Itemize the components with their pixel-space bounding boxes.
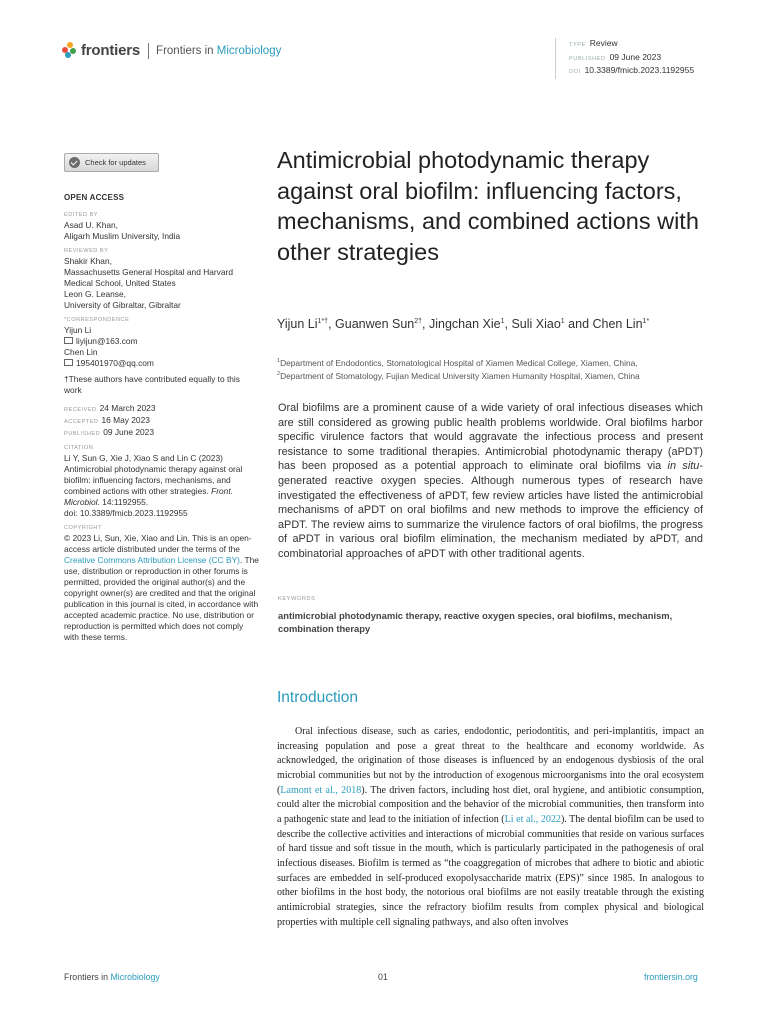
article-title: Antimicrobial photodynamic therapy against oral biofilm: influencing factors, mechanisms, and combined actions with other strategies — [277, 147, 699, 265]
keywords: antimicrobial photodynamic therapy, reactive oxygen species, oral biofilms, mechanism, combination therapy — [278, 610, 673, 634]
editor-affiliation: Aligarh Muslim University, India — [64, 231, 181, 241]
author-sup: 1 — [500, 318, 505, 325]
accepted-label: ACCEPTED — [64, 419, 99, 425]
abstract — [278, 401, 703, 562]
copyright — [64, 524, 259, 643]
footer-journal[interactable] — [64, 972, 160, 982]
published-label: PUBLISHED — [64, 431, 101, 437]
reviewed-by — [64, 247, 259, 311]
published-date: 09 June 2023 — [103, 427, 154, 437]
paragraph-text: ). The dental biofilm can be used to describe the collective activities and interactions of microbial communities that reside on various surfaces of hard tissue and soft tissue in the mouth, which is particularly participated in the pathogenesis of oral infectious diseases. Biofilm is termed as “the coaggregation of microbes that adhere to biotic and abiotic surfaces are embedded in self-produced exopolysaccharide matrix (EPS)” since 1985. In analogous to other biofilms in the host body, the notorious oral biofilms are not easily treatable through the existing antimicrobial strategies, since the refractory biofilm results from complex physical and biological properties with multiple cell signaling pathways, and also often involves — [277, 813, 704, 928]
author-sup: 1* — [642, 318, 650, 325]
reviewer-name: Shakir Khan, — [64, 256, 112, 266]
paragraph-text: Oral infectious disease, such as caries, endodontic, periodontitis, and peri-implantitis, impact an increasing population and pose a great threat to the healthcare and economy worldwide. As acknowledged, the origination of those diseases is influenced by an endogenous dysbiosis of the oral microbial communities but not by the introduction of exogenous microorganisms into the oral ecosystem ( — [277, 726, 704, 796]
site-link-text: frontiersin.org — [644, 972, 698, 982]
reviewer-affiliation: Massachusetts General Hospital and Harvard Medical School, United States — [64, 267, 233, 288]
author[interactable] — [429, 317, 504, 331]
published-value: 09 June 2023 — [609, 51, 662, 62]
footer-journal-prefix: Frontiers in — [64, 972, 108, 982]
reviewer-name: Leon G. Leanse, — [64, 289, 126, 299]
affiliation: Department of Endodontics, Stomatological Hospital of Xiamen Medical College, Xiamen, China, — [280, 357, 638, 368]
copyright-text-end: . The use, distribution or reproduction in other forums is permitted, provided the original author(s) and the copyright owner(s) are credited and that the original publication in this journal is cited, in accordance with accepted academic practice. No use, distribution or reproduction is permitted which does not comply with these terms. — [64, 555, 259, 642]
citation-label: CITATION — [64, 445, 94, 451]
doi-value[interactable]: 10.3389/fmicb.2023.1192955 — [584, 65, 695, 75]
license-link[interactable]: Creative Commons Attribution License (CC BY) — [64, 555, 240, 565]
accepted-date: 16 May 2023 — [101, 415, 150, 425]
check-updates-label: Check for updates — [85, 158, 146, 167]
correspondent-email-row[interactable] — [64, 336, 259, 347]
section-heading: Introduction — [277, 689, 358, 706]
introduction-paragraph — [277, 725, 704, 930]
frontiers-logo-icon — [62, 42, 77, 59]
envelope-icon — [64, 337, 73, 344]
paragraph-text: ). The driven factors, including host diet, oral hygiene, and antibiotic consumption, could alter the microbial composition and the behavior of the microbial communities, then transform into a pathogenic state and lead to the initiation of infection ( — [277, 784, 704, 825]
equal-contribution-note: †These authors have contributed equally to this work — [64, 374, 240, 395]
edited-by-label: EDITED BY — [64, 212, 99, 218]
keywords-label: KEYWORDS — [278, 596, 316, 602]
correspondence — [64, 316, 259, 369]
author-name: Chen Lin — [592, 317, 643, 332]
citation — [64, 444, 259, 519]
envelope-icon — [64, 359, 73, 366]
author-name: Guanwen Sun — [335, 317, 415, 332]
citation-link[interactable]: Lamont et al., 2018 — [280, 784, 362, 796]
abstract-text-end: -generated reactive oxygen species. Although numerous types of research have investigated the effectiveness of aPDT, few review articles have listed the antimicrobial mechanisms of aPDT on oral biofilms and new methods to improve the efficiency of aPDT. The review aims to summarize the virulence factors of oral biofilms, the progress of aPDT in various oral biofilm elimination, the mechanism mediated by aPDT, and combinatorial approaches of aPDT with other traditional agents. — [278, 460, 703, 560]
page-number: 01 — [378, 972, 388, 982]
type-label: TYPE — [569, 42, 586, 48]
affiliations: $^1$Department of Endodontics, Stomatological Hospital of Xiamen Medical College, Xiamen, China, $^2$Department of Stomatology, Fujian Medical University Xiamen Humanity Hospital, Xiamen, China — [277, 357, 640, 382]
journal-accent: Microbiology — [216, 44, 282, 57]
published-label: PUBLISHED — [569, 55, 606, 62]
author[interactable] — [511, 317, 564, 331]
editor-name: Asad U. Khan, — [64, 220, 119, 230]
author-name: Suli Xiao — [511, 317, 561, 332]
citation-text: Li Y, Sun G, Xie J, Xiao S and Lin C (2023) Antimicrobial photodynamic therapy against oral biofilm: influencing factors, mechanisms, and combined actions with other strategies. — [64, 453, 243, 496]
author-sup: 1 — [560, 318, 565, 325]
footer-journal-name: Microbiology — [110, 972, 160, 982]
correspondence-label: *CORRESPONDENCE — [64, 317, 130, 323]
check-updates-button[interactable] — [64, 153, 159, 172]
author-name: Yijun Li — [277, 317, 318, 332]
correspondent-email[interactable]: liyijun@163.com — [76, 336, 138, 346]
logo-text: frontiers — [81, 42, 141, 59]
check-icon — [69, 157, 80, 168]
copyright-text: © 2023 Li, Sun, Xie, Xiao and Lin. This is an open-access article distributed under the terms of the — [64, 533, 252, 554]
abstract-text: Oral biofilms are a prominent cause of a wide variety of oral infectious diseases which are still considered as growing public health problems worldwide. Oral biofilms harbor specific virulence factors that would aggravate the infectious process and present resistance to some traditional therapies. Antimicrobial photodynamic therapy (aPDT) has been proposed as a potential approach to eliminate oral biofilms via — [278, 402, 703, 473]
correspondent-name: Yijun Li — [64, 325, 92, 335]
citation-journal: Front. Microbiol. — [64, 486, 233, 507]
author-sup: 2† — [414, 318, 423, 325]
author[interactable] — [277, 317, 328, 331]
type-value: Review — [589, 38, 618, 48]
citation-doi[interactable]: doi: 10.3389/fmicb.2023.1192955 — [64, 508, 188, 518]
author-name: Jingchan Xie — [429, 317, 501, 332]
journal-name[interactable] — [156, 45, 281, 57]
copyright-label: COPYRIGHT — [64, 525, 102, 531]
article-meta — [555, 38, 694, 79]
edited-by — [64, 211, 259, 242]
correspondent-email-row[interactable] — [64, 358, 259, 369]
author[interactable] — [593, 317, 650, 331]
received-label: RECEIVED — [64, 407, 97, 413]
journal-prefix: Frontiers in — [156, 44, 214, 57]
citation-link[interactable]: Li et al., 2022 — [504, 813, 561, 825]
reviewed-by-label: REVIEWED BY — [64, 248, 109, 254]
author-sup: 1*† — [317, 318, 329, 325]
correspondent-name: Chen Lin — [64, 347, 98, 357]
open-access-label: OPEN ACCESS — [64, 193, 125, 202]
citation-volume: 14:1192955. — [99, 497, 149, 507]
received-date: 24 March 2023 — [99, 403, 156, 413]
dates — [64, 403, 259, 439]
doi-label: DOI — [569, 69, 581, 75]
logo-divider — [148, 43, 149, 59]
author-list: Yijun $Li^{1*\dagger}$, Guanwen Sun$^{2\dagger}$, Jingchan Xie$^1$, Suli Xiao$^1$ and Chen Lin$^{1*}$ — [277, 317, 650, 332]
frontiers-logo[interactable] — [62, 42, 281, 59]
article-sidebar — [64, 211, 259, 648]
affiliation: Department of Stomatology, Fujian Medical University Xiamen Humanity Hospital, Xiamen, China — [280, 371, 640, 382]
reviewer-affiliation: University of Gibraltar, Gibraltar — [64, 300, 181, 310]
correspondent-email[interactable]: 195401970@qq.com — [76, 358, 154, 368]
abstract-italic: in situ — [667, 460, 700, 473]
footer-site-link[interactable] — [644, 972, 698, 982]
author[interactable] — [335, 317, 422, 331]
